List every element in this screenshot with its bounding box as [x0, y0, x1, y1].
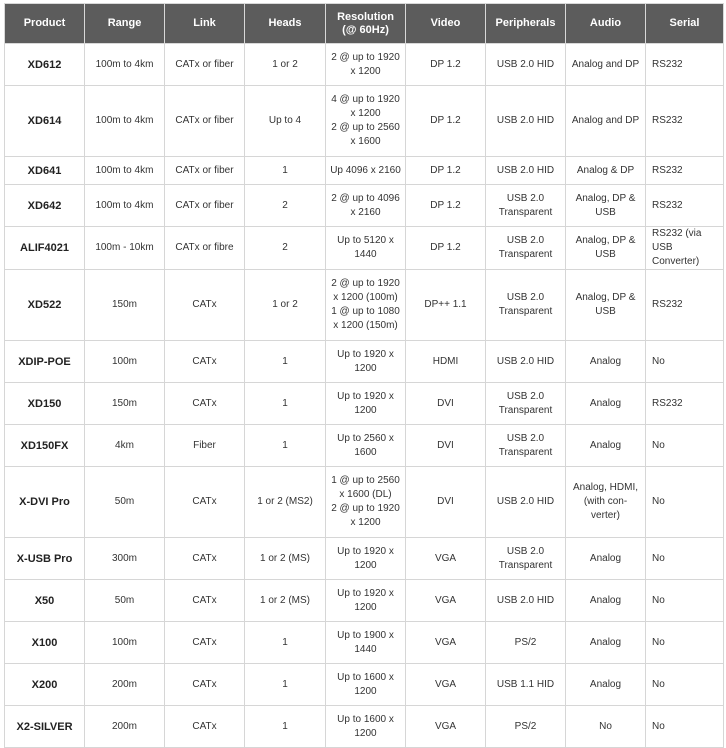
cell-peripherals: PS/2: [486, 622, 566, 664]
header-link: Link: [165, 4, 245, 44]
table-row: [5, 185, 724, 227]
cell-range: 150m: [85, 383, 165, 425]
cell-peripherals: USB 2.0 HID: [486, 341, 566, 383]
cell-serial: RS232: [646, 270, 724, 341]
cell-heads: 2: [245, 185, 326, 227]
cell-peripherals: USB 2.0 Transparent: [486, 383, 566, 425]
cell-video: DVI: [406, 425, 486, 467]
cell-link: CATx: [165, 538, 245, 580]
product-comparison-table: [4, 3, 724, 748]
header-resolution: Resolution (@ 60Hz): [326, 4, 406, 44]
cell-product: XD150FX: [5, 425, 85, 467]
cell-heads: 1 or 2: [245, 44, 326, 86]
cell-audio: Analog & DP: [566, 157, 646, 185]
cell-serial: No: [646, 538, 724, 580]
cell-heads: 2: [245, 227, 326, 270]
cell-audio: Analog and DP: [566, 86, 646, 157]
table-row: [5, 227, 724, 270]
cell-peripherals: USB 1.1 HID: [486, 664, 566, 706]
table-row: [5, 44, 724, 86]
table-row: [5, 664, 724, 706]
cell-video: DP 1.2: [406, 86, 486, 157]
cell-audio: No: [566, 706, 646, 748]
cell-link: CATx: [165, 270, 245, 341]
cell-link: CATx: [165, 341, 245, 383]
cell-resolution: Up to 1920 x 1200: [326, 538, 406, 580]
cell-product: XD642: [5, 185, 85, 227]
cell-range: 100m - 10km: [85, 227, 165, 270]
cell-range: 200m: [85, 706, 165, 748]
cell-range: 100m to 4km: [85, 86, 165, 157]
cell-serial: No: [646, 425, 724, 467]
cell-audio: Analog: [566, 580, 646, 622]
cell-product: X50: [5, 580, 85, 622]
cell-link: CATx: [165, 706, 245, 748]
cell-product: XD614: [5, 86, 85, 157]
cell-video: DP 1.2: [406, 227, 486, 270]
cell-serial: No: [646, 706, 724, 748]
cell-serial: RS232: [646, 44, 724, 86]
cell-heads: 1: [245, 383, 326, 425]
cell-peripherals: USB 2.0 Transparent: [486, 185, 566, 227]
header-serial: Serial: [646, 4, 724, 44]
cell-peripherals: USB 2.0 HID: [486, 44, 566, 86]
cell-range: 100m: [85, 341, 165, 383]
cell-resolution: 2 @ up to 4096 x 2160: [326, 185, 406, 227]
cell-product: XD612: [5, 44, 85, 86]
cell-peripherals: USB 2.0 HID: [486, 86, 566, 157]
cell-peripherals: USB 2.0 Transparent: [486, 425, 566, 467]
cell-link: CATx: [165, 467, 245, 538]
cell-video: DP 1.2: [406, 44, 486, 86]
cell-link: CATx: [165, 580, 245, 622]
table-body: [5, 44, 724, 748]
cell-serial: No: [646, 664, 724, 706]
cell-audio: Analog: [566, 383, 646, 425]
cell-video: VGA: [406, 622, 486, 664]
header-heads: Heads: [245, 4, 326, 44]
cell-heads: 1 or 2 (MS): [245, 580, 326, 622]
cell-audio: Analog: [566, 664, 646, 706]
cell-range: 100m to 4km: [85, 157, 165, 185]
product-comparison-table-container: [4, 3, 723, 748]
cell-resolution: Up to 1900 x 1440: [326, 622, 406, 664]
cell-resolution: Up to 1920 x 1200: [326, 383, 406, 425]
cell-range: 50m: [85, 580, 165, 622]
cell-audio: Analog, HDMI, (with con- verter): [566, 467, 646, 538]
cell-peripherals: USB 2.0 HID: [486, 157, 566, 185]
table-row: [5, 538, 724, 580]
cell-peripherals: USB 2.0 HID: [486, 580, 566, 622]
table-row: [5, 270, 724, 341]
cell-video: VGA: [406, 706, 486, 748]
cell-resolution: 1 @ up to 2560 x 1600 (DL) 2 @ up to 1920 x 1200: [326, 467, 406, 538]
cell-video: HDMI: [406, 341, 486, 383]
cell-heads: 1: [245, 341, 326, 383]
header-range: Range: [85, 4, 165, 44]
cell-link: CATx or fiber: [165, 185, 245, 227]
cell-product: ALIF4021: [5, 227, 85, 270]
header-product: Product: [5, 4, 85, 44]
cell-range: 50m: [85, 467, 165, 538]
cell-heads: 1: [245, 706, 326, 748]
cell-link: CATx: [165, 664, 245, 706]
cell-audio: Analog: [566, 622, 646, 664]
cell-link: CATx or fiber: [165, 44, 245, 86]
cell-audio: Analog: [566, 538, 646, 580]
cell-product: X2-SILVER: [5, 706, 85, 748]
table-row: [5, 86, 724, 157]
cell-heads: 1 or 2 (MS2): [245, 467, 326, 538]
table-row: [5, 622, 724, 664]
cell-peripherals: PS/2: [486, 706, 566, 748]
cell-heads: Up to 4: [245, 86, 326, 157]
cell-serial: RS232: [646, 383, 724, 425]
cell-resolution: Up to 1600 x 1200: [326, 706, 406, 748]
table-row: [5, 341, 724, 383]
cell-link: CATx: [165, 622, 245, 664]
header-peripherals: Peripherals: [486, 4, 566, 44]
table-row: [5, 706, 724, 748]
cell-audio: Analog and DP: [566, 44, 646, 86]
cell-product: X-DVI Pro: [5, 467, 85, 538]
cell-link: Fiber: [165, 425, 245, 467]
table-row: [5, 425, 724, 467]
cell-serial: RS232: [646, 157, 724, 185]
header-audio: Audio: [566, 4, 646, 44]
cell-product: X-USB Pro: [5, 538, 85, 580]
cell-serial: No: [646, 341, 724, 383]
cell-resolution: Up to 5120 x 1440: [326, 227, 406, 270]
cell-range: 150m: [85, 270, 165, 341]
table-row: [5, 157, 724, 185]
cell-audio: Analog: [566, 425, 646, 467]
cell-range: 100m to 4km: [85, 185, 165, 227]
cell-serial: No: [646, 467, 724, 538]
cell-product: XDIP-POE: [5, 341, 85, 383]
cell-resolution: Up to 1600 x 1200: [326, 664, 406, 706]
cell-link: CATx or fiber: [165, 157, 245, 185]
cell-audio: Analog, DP & USB: [566, 227, 646, 270]
cell-range: 100m: [85, 622, 165, 664]
cell-video: VGA: [406, 538, 486, 580]
cell-serial: No: [646, 580, 724, 622]
cell-product: X200: [5, 664, 85, 706]
cell-link: CATx or fiber: [165, 86, 245, 157]
cell-link: CATx: [165, 383, 245, 425]
cell-range: 200m: [85, 664, 165, 706]
cell-product: XD150: [5, 383, 85, 425]
cell-heads: 1 or 2 (MS): [245, 538, 326, 580]
table-row: [5, 467, 724, 538]
cell-heads: 1: [245, 157, 326, 185]
cell-serial: RS232: [646, 86, 724, 157]
cell-resolution: Up to 1920 x 1200: [326, 580, 406, 622]
cell-peripherals: USB 2.0 Transparent: [486, 538, 566, 580]
cell-peripherals: USB 2.0 Transparent: [486, 227, 566, 270]
cell-resolution: 2 @ up to 1920 x 1200 (100m) 1 @ up to 1080 x 1200 (150m): [326, 270, 406, 341]
cell-range: 100m to 4km: [85, 44, 165, 86]
cell-heads: 1: [245, 622, 326, 664]
header-row: [5, 4, 724, 44]
cell-resolution: Up 4096 x 2160: [326, 157, 406, 185]
cell-resolution: 4 @ up to 1920 x 1200 2 @ up to 2560 x 1600: [326, 86, 406, 157]
cell-video: DP 1.2: [406, 157, 486, 185]
cell-range: 300m: [85, 538, 165, 580]
cell-video: DVI: [406, 383, 486, 425]
cell-video: VGA: [406, 664, 486, 706]
cell-resolution: 2 @ up to 1920 x 1200: [326, 44, 406, 86]
cell-product: XD522: [5, 270, 85, 341]
cell-product: X100: [5, 622, 85, 664]
cell-heads: 1: [245, 664, 326, 706]
table-row: [5, 383, 724, 425]
cell-serial: No: [646, 622, 724, 664]
cell-audio: Analog: [566, 341, 646, 383]
cell-video: VGA: [406, 580, 486, 622]
cell-range: 4km: [85, 425, 165, 467]
header-video: Video: [406, 4, 486, 44]
cell-peripherals: USB 2.0 Transparent: [486, 270, 566, 341]
cell-video: DP 1.2: [406, 185, 486, 227]
cell-resolution: Up to 1920 x 1200: [326, 341, 406, 383]
table-row: [5, 580, 724, 622]
cell-peripherals: USB 2.0 HID: [486, 467, 566, 538]
cell-resolution: Up to 2560 x 1600: [326, 425, 406, 467]
cell-serial: RS232 (via USB Converter): [646, 227, 724, 270]
cell-audio: Analog, DP & USB: [566, 270, 646, 341]
cell-video: DP++ 1.1: [406, 270, 486, 341]
cell-serial: RS232: [646, 185, 724, 227]
cell-audio: Analog, DP & USB: [566, 185, 646, 227]
cell-video: DVI: [406, 467, 486, 538]
cell-link: CATx or fibre: [165, 227, 245, 270]
cell-product: XD641: [5, 157, 85, 185]
cell-heads: 1: [245, 425, 326, 467]
cell-heads: 1 or 2: [245, 270, 326, 341]
